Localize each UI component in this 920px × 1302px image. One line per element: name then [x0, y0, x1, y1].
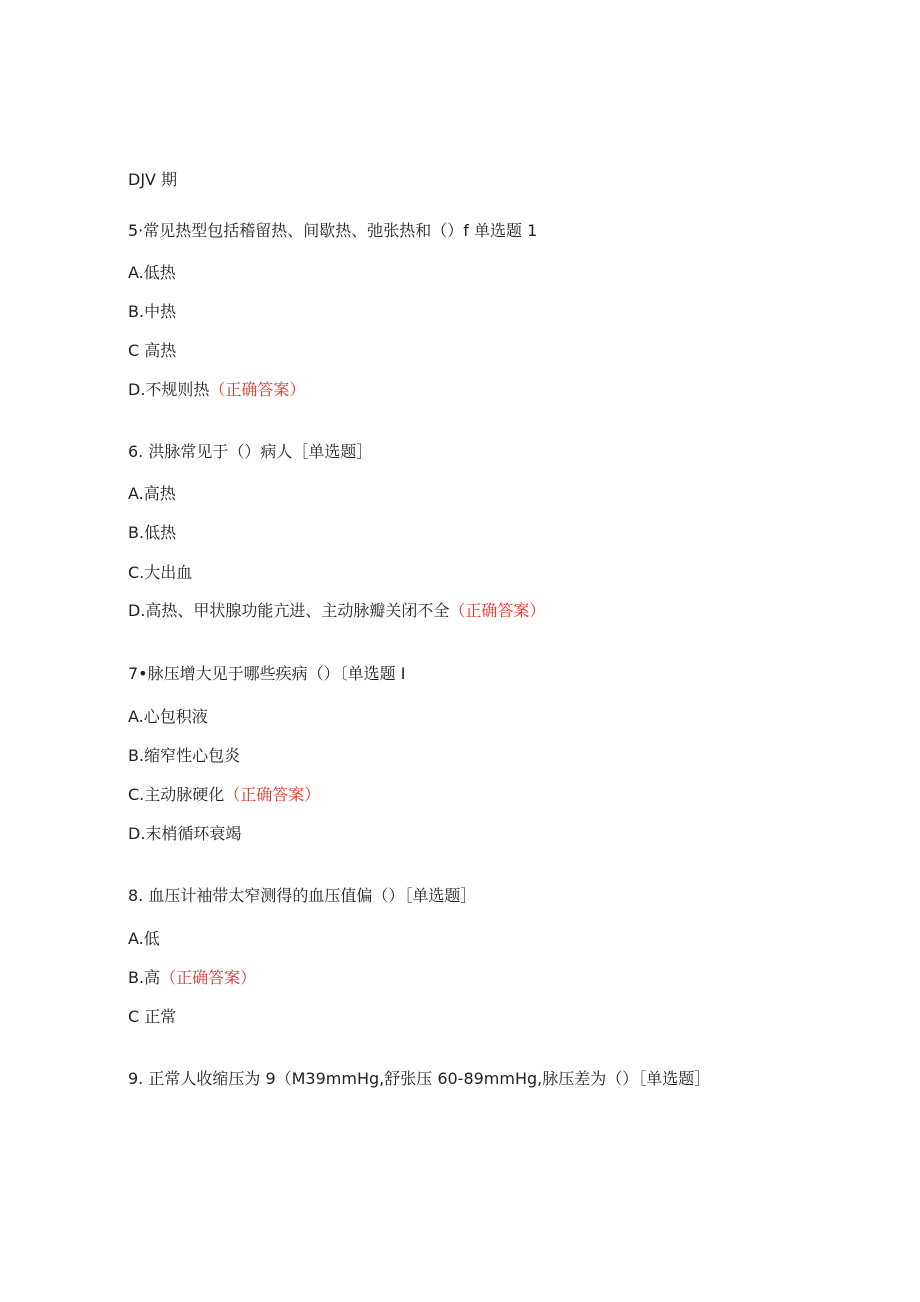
correct-answer-mark: （正确答案）	[449, 601, 546, 620]
question-text: 7•脉压增大见于哪些疾病（）〔单选题 I	[128, 664, 406, 683]
option-7d	[128, 824, 241, 844]
option-5b	[128, 302, 176, 322]
option-text: A.低	[128, 929, 160, 948]
option-text: D.高热、甲状腺功能亢进、主动脉瓣关闭不全	[128, 601, 450, 620]
question-6	[128, 442, 372, 462]
correct-answer-mark: （正确答案）	[224, 785, 321, 804]
option-5a	[128, 263, 176, 283]
option-7a	[128, 707, 208, 727]
option-text: D.末梢循环衰竭	[128, 824, 242, 843]
option-text: A.低热	[128, 263, 176, 282]
correct-answer-mark: （正确答案）	[160, 968, 257, 987]
option-5d	[128, 380, 305, 400]
option-8c	[128, 1007, 176, 1027]
option-5c	[128, 341, 176, 361]
question-text: 5·常见热型包括稽留热、间歇热、弛张热和（）f 单选题 1	[128, 221, 538, 240]
question-text: 8. 血压计袖带太窄测得的血压值偏（）［单选题］	[128, 886, 477, 905]
question-text: 9. 正常人收缩压为 9（M39mmHg,舒张压 60-89mmHg,脉压差为（）［单选题］	[128, 1069, 711, 1088]
option-text: B.低热	[128, 523, 177, 542]
option-text: C.主动脉硬化	[128, 785, 225, 804]
question-text: 6. 洪脉常见于（）病人［单选题］	[128, 442, 373, 461]
option-text: D.不规则热	[128, 380, 210, 399]
option-text: C 正常	[128, 1007, 177, 1026]
option-6c	[128, 563, 192, 583]
option-6d	[128, 601, 545, 621]
correct-answer-mark: （正确答案）	[209, 380, 306, 399]
option-6a	[128, 484, 176, 504]
option-8a	[128, 929, 160, 949]
question-7	[128, 664, 405, 684]
option-text: C.大出血	[128, 563, 193, 582]
option-text: B.缩窄性心包炎	[128, 746, 241, 765]
question-9	[128, 1069, 710, 1089]
option-text: A.心包积液	[128, 707, 208, 726]
option-text: B.中热	[128, 302, 177, 321]
option-text: A.高热	[128, 484, 176, 503]
option-6b	[128, 523, 176, 543]
question-5	[128, 221, 537, 241]
text-line	[128, 170, 177, 190]
line-text: DJV 期	[128, 170, 178, 189]
option-7c	[128, 785, 320, 805]
option-7b	[128, 746, 240, 766]
option-text: B.高	[128, 968, 161, 987]
option-8b	[128, 968, 256, 988]
question-8	[128, 886, 476, 906]
option-text: C 高热	[128, 341, 177, 360]
